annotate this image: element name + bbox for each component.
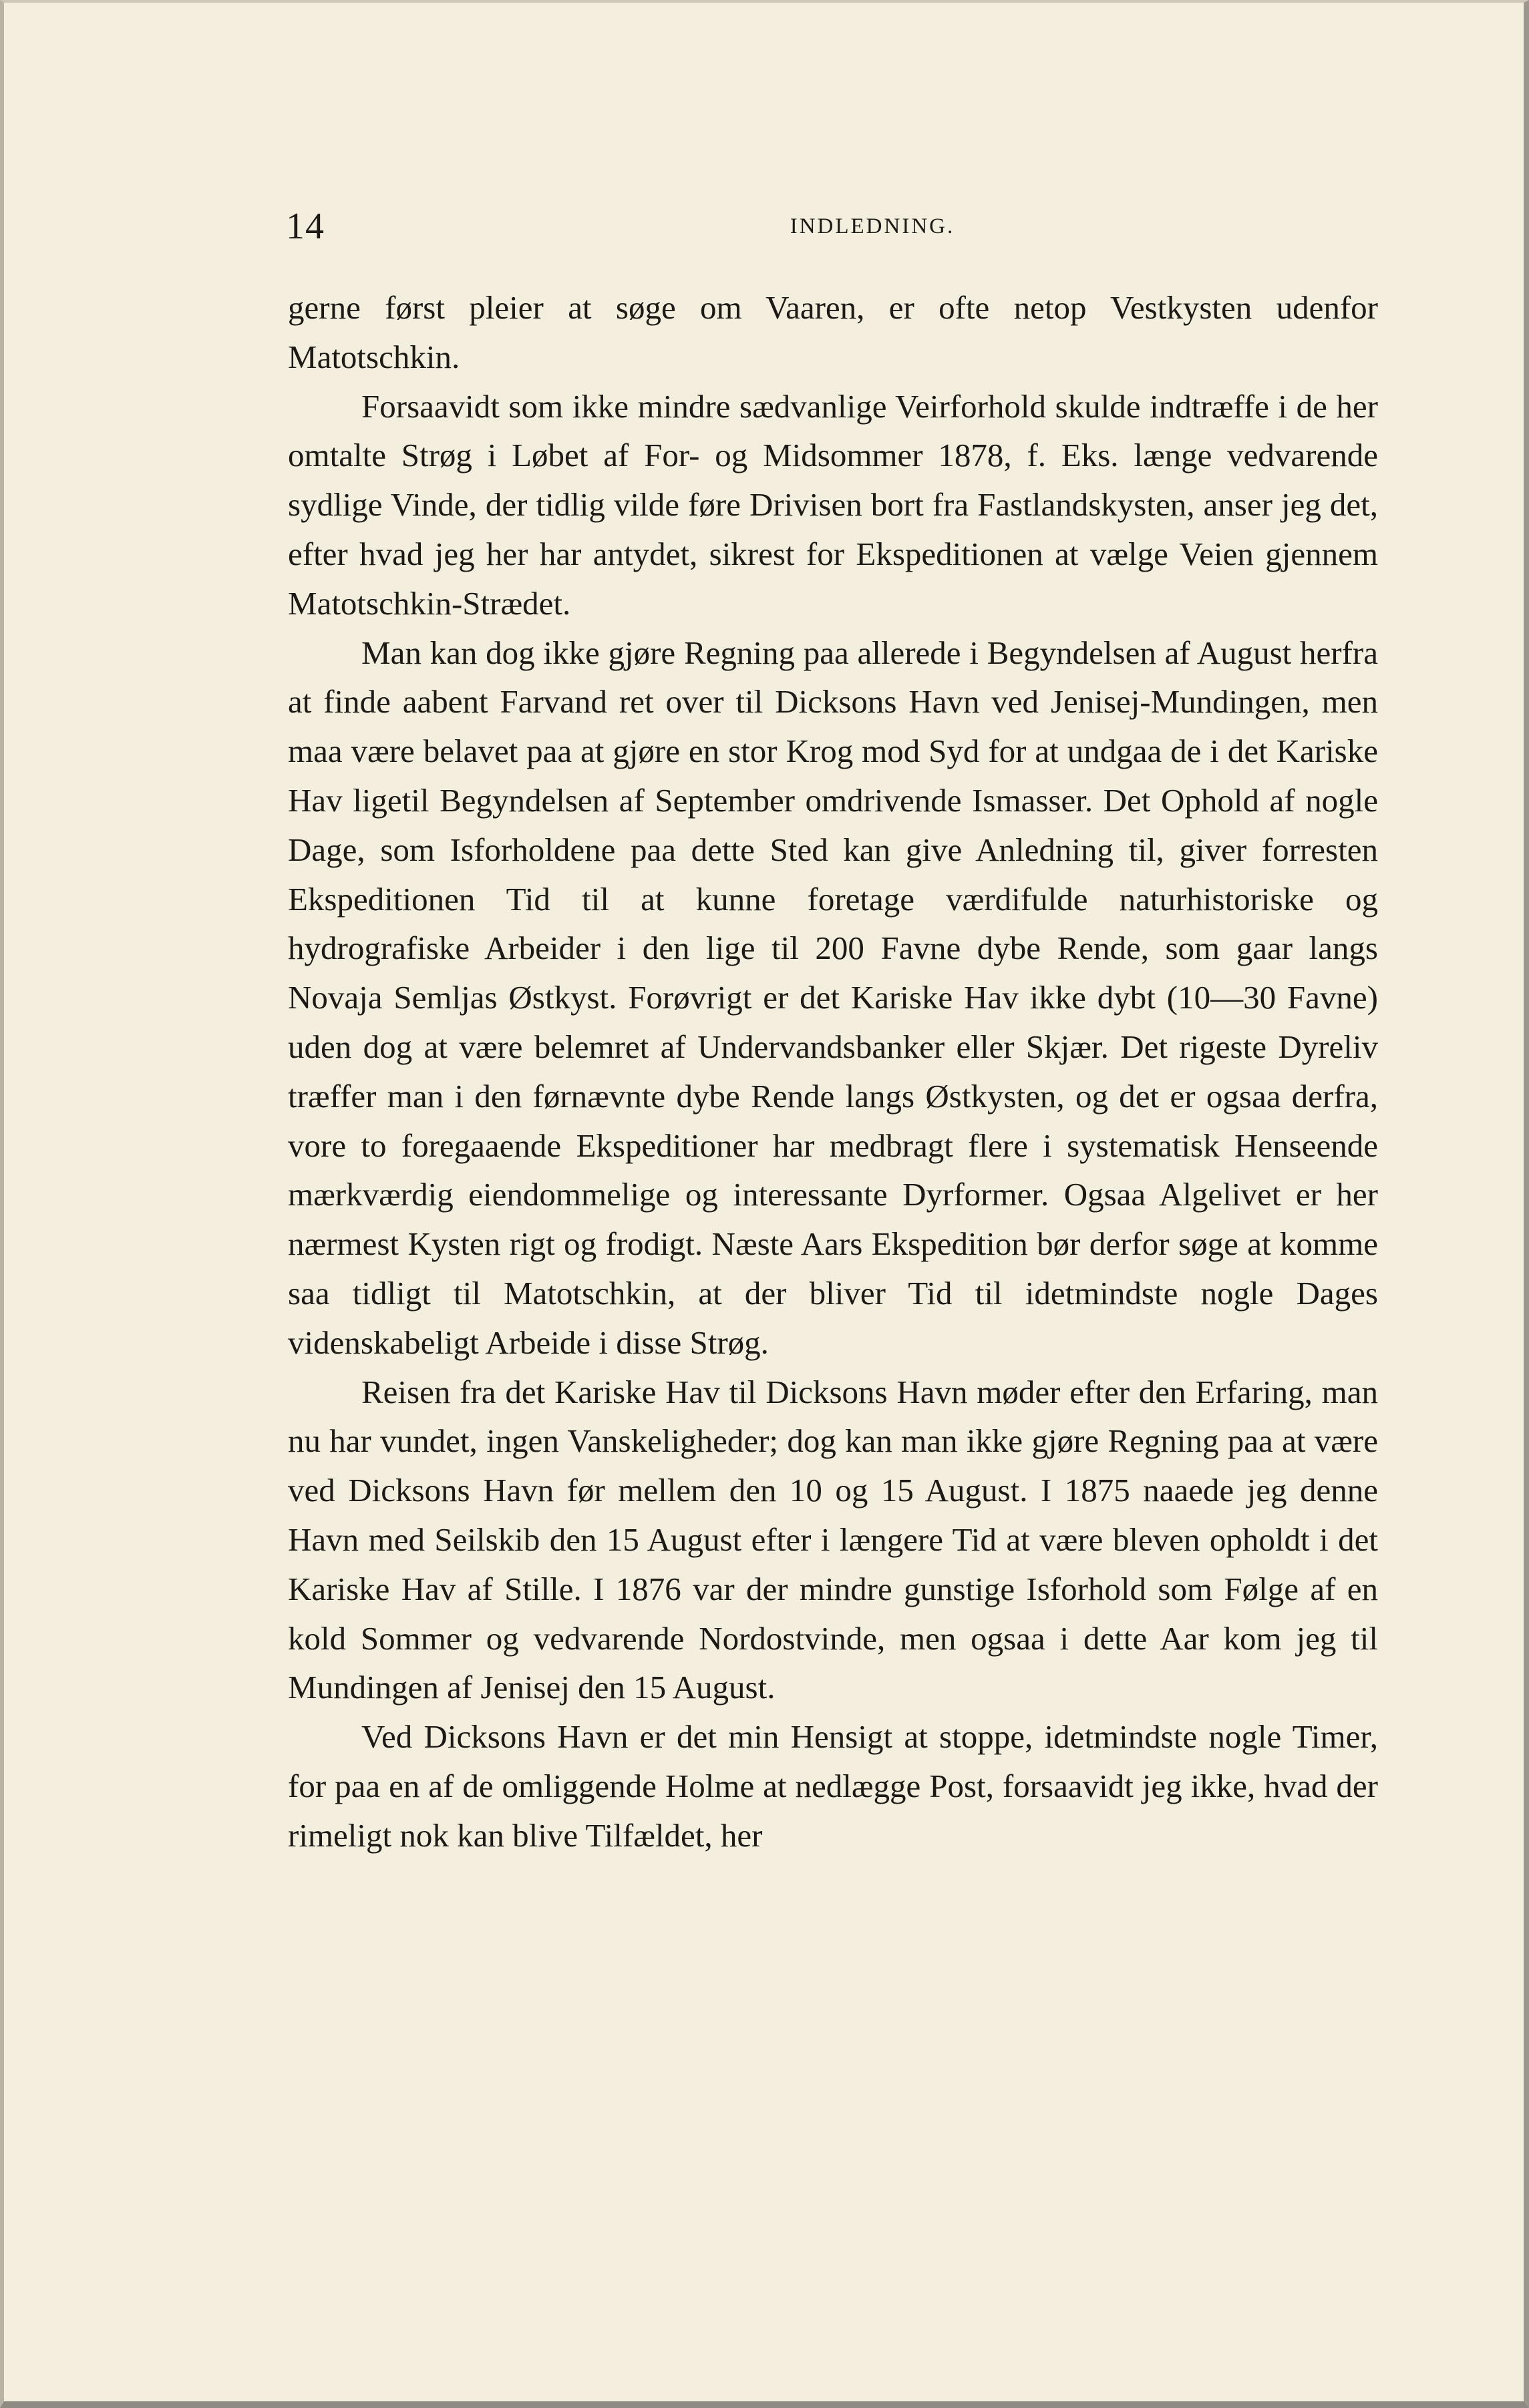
page-number: 14 xyxy=(286,206,325,247)
body-text xyxy=(288,283,1378,1860)
paragraph: Forsaavidt som ikke mindre sædvanlige Veirforhold skulde indtræffe i de her omtalte Strøg i Løbet af For- og Midsommer 1878, f. Eks. længe vedvarende sydlige Vinde, der tidlig vilde føre Drivisen bort fra Fastlandskysten, anser jeg det, efter hvad jeg her har antydet, sikrest for Ekspeditionen at vælge Veien gjennem Matotschkin-Strædet. xyxy=(288,387,1378,622)
paragraph: gerne først pleier at søge om Vaaren, er ofte netop Vestkysten udenfor Matotschkin. xyxy=(288,289,1378,375)
paragraph: Man kan dog ikke gjøre Regning paa allerede i Begyndelsen af August herfra at finde aabent Farvand ret over til Dicksons Havn ved Jenisej-Mundingen, men maa være belavet paa at gjøre en stor Krog mod Syd for at undgaa de i det Kariske Hav ligetil Begyndelsen af September omdrivende Ismasser. Det Ophold af nogle Dage, som Isforholdene paa dette Sted kan give Anledning til, giver forresten Ekspeditionen Tid til at kunne foretage værdifulde naturhistoriske og hydrografiske Arbeider i den lige til 200 Favne dybe Rende, som gaar langs Novaja Semljas Østkyst. Forøvrigt er det Kariske Hav ikke dybt (10—30 Favne) uden dog at være belemret af Undervandsbanker eller Skjær. Det rigeste Dyreliv træffer man i den førnævnte dybe Rende langs Østkysten, og det er ogsaa derfra, vore to foregaaende Ekspeditioner har medbragt flere i systematisk Henseende mærkværdig eiendommelige og interessante Dyrformer. Ogsaa Algelivet er her nærmest Kysten rigt og frodigt. Næste Aars Ekspedition bør derfor søge at komme saa tidligt til Matotschkin, at der bliver Tid til idetmindste nogle Dages videnskabeligt Arbeide i disse Strøg. xyxy=(288,634,1378,1361)
running-head: INDLEDNING. xyxy=(790,214,955,238)
page-header xyxy=(286,206,1379,246)
paragraph: Reisen fra det Kariske Hav til Dicksons Havn møder efter den Erfaring, man nu har vundet, ingen Vanskeligheder; dog kan man ikke gjøre Regning paa at være ved Dicksons Havn før mellem den 10 og 15 August. I 1875 naaede jeg denne Havn med Seilskib den 15 August efter i længere Tid at være bleven opholdt i det Kariske Hav af Stille. I 1876 var der mindre gunstige Isforhold som Følge af en kold Sommer og vedvarende Nordostvinde, men ogsaa i dette Aar kom jeg til Mundingen af Jenisej den 15 August. xyxy=(288,1373,1378,1706)
paragraph: Ved Dicksons Havn er det min Hensigt at stoppe, idetmindste nogle Timer, for paa en af de omliggende Holme at nedlægge Post, forsaavidt jeg ikke, hvad der rimeligt nok kan blive Tilfældet, her xyxy=(288,1718,1378,1854)
